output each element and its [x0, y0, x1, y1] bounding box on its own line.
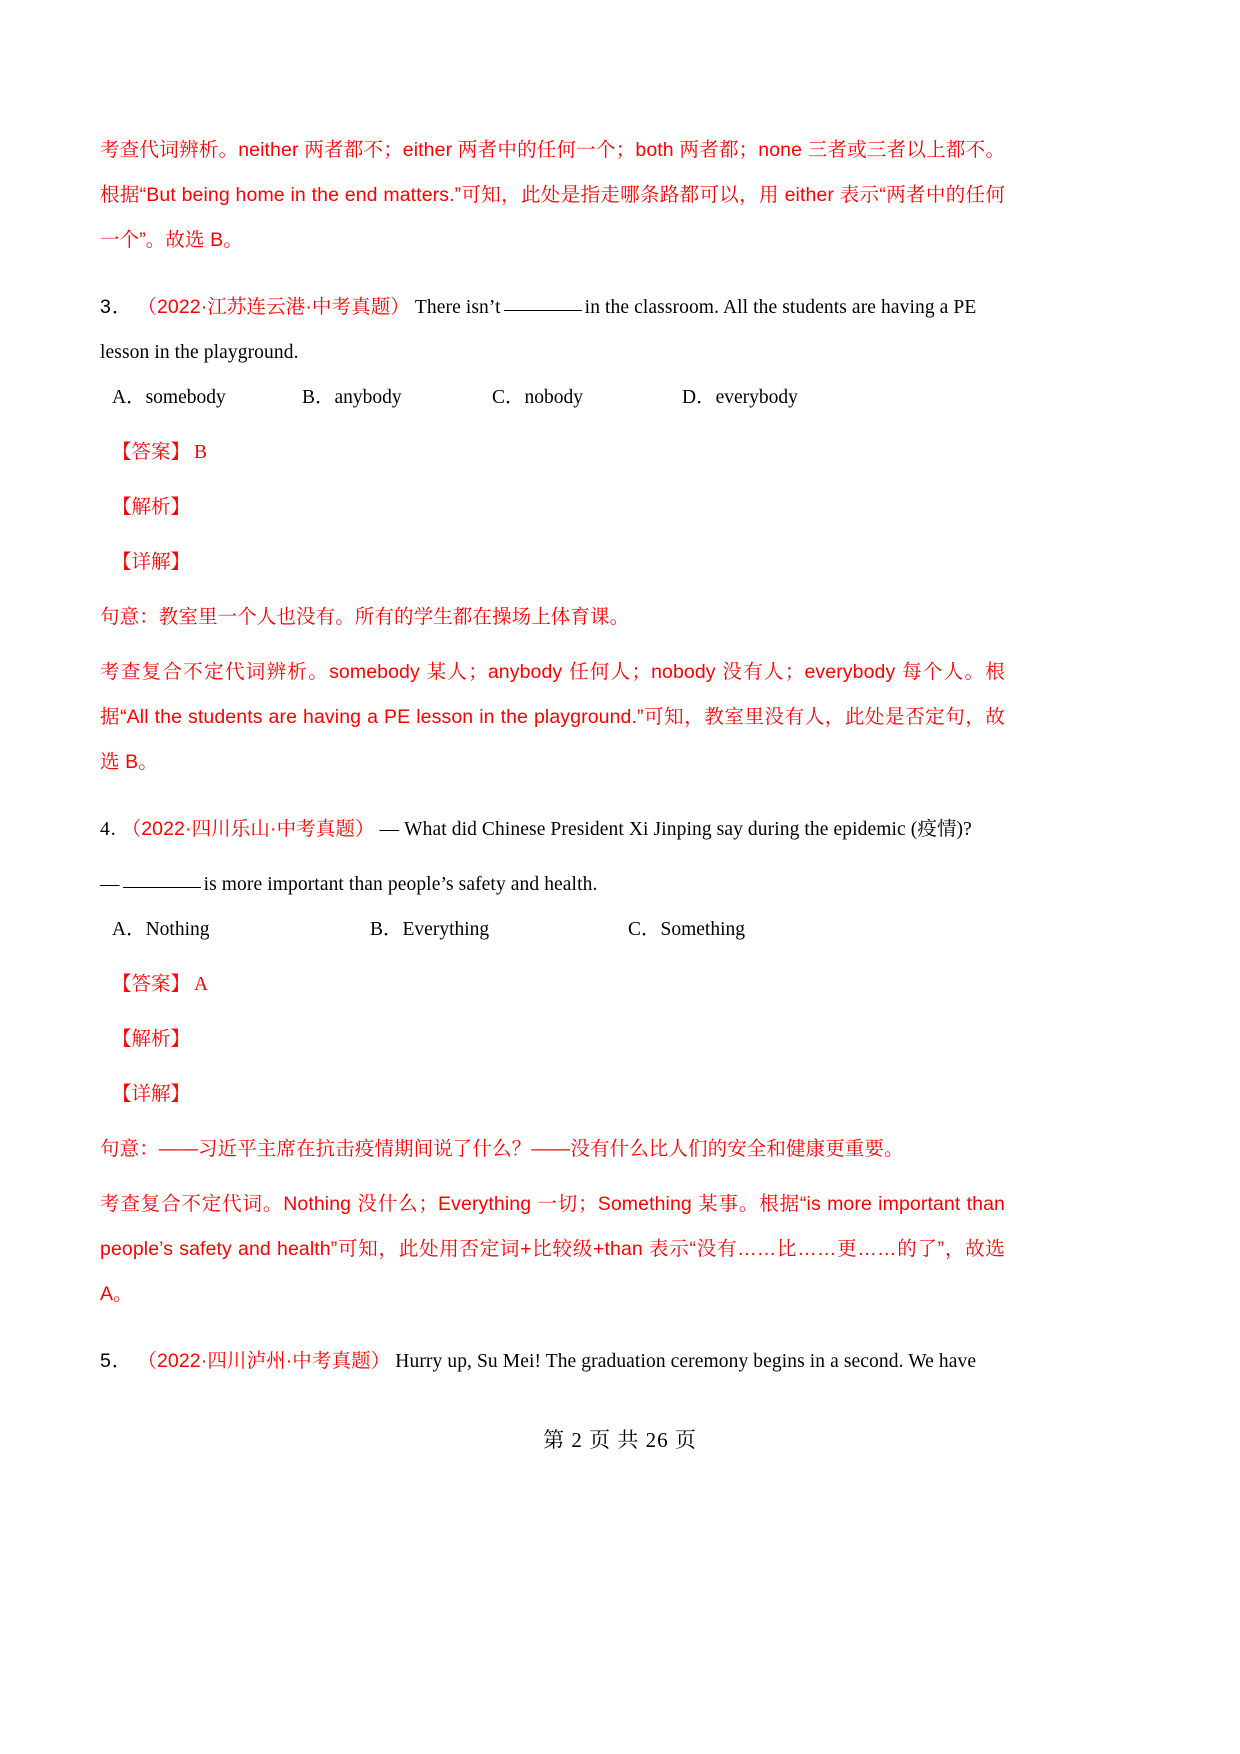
question-4-source: （2022·四川乐山·中考真题）: [121, 818, 375, 840]
question-3-source: （2022·江苏连云港·中考真题）: [137, 296, 410, 318]
question-5-stem-line-1: [100, 1339, 1005, 1384]
question-3-option-c[interactable]: [492, 375, 682, 420]
option-d-text: everybody: [715, 387, 798, 408]
option-c-text: nobody: [524, 387, 584, 408]
question-3-options: [100, 375, 1005, 420]
question-4-dash: —: [100, 874, 120, 895]
question-4-text-after-blank: is more important than people’s safety and health.: [203, 874, 598, 895]
question-5-number: 5．: [100, 1350, 133, 1372]
question-3-option-d[interactable]: [682, 375, 872, 420]
question-4-text: — What did Chinese President Xi Jinping say during the epidemic (疫情)?: [379, 819, 972, 840]
question-3-jiexi-label: 【解析】: [112, 496, 191, 518]
answer-label: 【答案】: [112, 973, 191, 995]
question-4-stem-line-2: [100, 862, 1005, 907]
option-a-text: Nothing: [145, 919, 210, 940]
question-4-answer-line: [100, 962, 1005, 1007]
question-3-text-before-blank: There isn’t: [414, 297, 501, 318]
page-body: [100, 128, 1005, 1384]
question-3-stem-line-1: [100, 285, 1005, 330]
answer-label: 【答案】: [112, 441, 191, 463]
question-4-analysis: 考查复合不定代词。Nothing 没什么；Everything 一切；Something 某事。根据“is more important than people’s safety and health”可知，此处用否定词+比较级+than 表示“没有……比……更……的了”，故选 A。: [100, 1193, 1005, 1305]
question-3-answer-line: [100, 430, 1005, 475]
answer-value: A: [194, 974, 209, 995]
question-3-option-a[interactable]: [112, 375, 302, 420]
question-3-answer-blank[interactable]: [504, 310, 582, 311]
question-4-xiangjie-label: 【详解】: [112, 1083, 191, 1105]
question-4-options: [100, 907, 1005, 952]
question-4-option-a[interactable]: [112, 907, 370, 952]
option-a-letter: A．: [112, 387, 146, 408]
question-4-stem-line-1: [100, 807, 1005, 852]
option-b-text: Everything: [402, 919, 490, 940]
option-a-text: somebody: [145, 387, 226, 408]
question-3-meaning: 句意：教室里一个人也没有。所有的学生都在操场上体育课。: [100, 606, 630, 628]
question-4-meaning: 句意：——习近平主席在抗击疫情期间说了什么？——没有什么比人们的安全和健康更重要。: [100, 1138, 904, 1160]
question-3-number: 3．: [100, 296, 133, 318]
option-c-text: Something: [660, 919, 746, 940]
option-b-letter: B．: [302, 387, 335, 408]
question-4-number: 4.: [100, 819, 117, 840]
question-3-analysis: 考查复合不定代词辨析。somebody 某人；anybody 任何人；nobody 没有人；everybody 每个人。根据“All the students are having a PE lesson in the playground.”可知，教室里没有人，此处是否定句，故选 B。: [100, 661, 1005, 773]
question-5-source: （2022·四川泸州·中考真题）: [137, 1350, 391, 1372]
question-3-stem-line-2: lesson in the playground.: [100, 342, 299, 363]
question-4-jiexi-label: 【解析】: [112, 1028, 191, 1050]
option-c-letter: C．: [492, 387, 525, 408]
question-3-xiangjie-label: 【详解】: [112, 551, 191, 573]
question-3-option-b[interactable]: [302, 375, 492, 420]
option-a-letter: A．: [112, 919, 146, 940]
question-4-answer-blank[interactable]: [123, 887, 201, 888]
question-5-text: Hurry up, Su Mei! The graduation ceremony begins in a second. We have: [395, 1351, 977, 1372]
page-footer: [0, 1424, 1240, 1454]
option-c-letter: C．: [628, 919, 661, 940]
option-b-text: anybody: [334, 387, 402, 408]
analysis-paragraph-q2: 考查代词辨析。neither 两者都不；either 两者中的任何一个；both 两者都；none 三者或三者以上都不。根据“But being home in the end matters.”可知，此处是指走哪条路都可以，用 either 表示“两者中的任何一个”。故选 B。: [100, 139, 1005, 251]
question-3-text-after-blank: in the classroom. All the students are having a PE: [584, 297, 977, 318]
option-b-letter: B．: [370, 919, 403, 940]
page-number-text: 第 2 页 共 26 页: [543, 1428, 697, 1452]
question-4-option-b[interactable]: [370, 907, 628, 952]
answer-value: B: [194, 442, 208, 463]
option-d-letter: D．: [682, 387, 716, 408]
question-4-option-c[interactable]: [628, 907, 886, 952]
